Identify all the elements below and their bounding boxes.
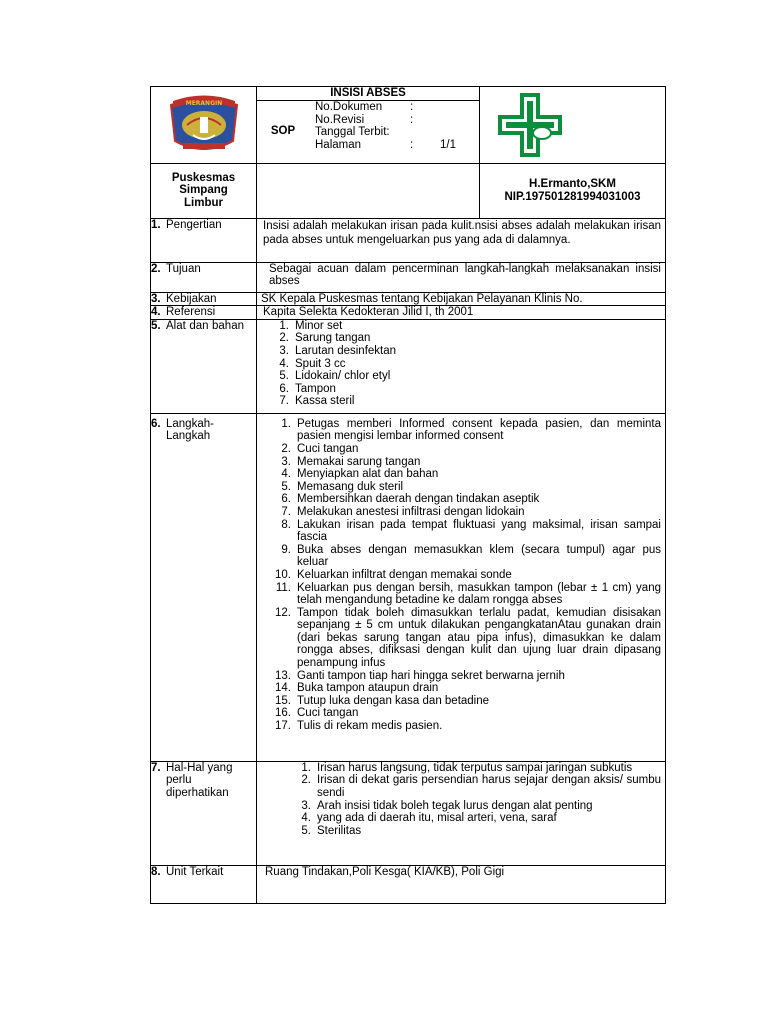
list-item <box>263 519 661 544</box>
list-item-number: 9. <box>281 543 291 556</box>
list-item-text: Membersihkan daerah dengan tindakan aseptik <box>297 493 540 506</box>
list-item-number: 11. <box>275 581 291 594</box>
list-item-number: 5. <box>281 480 291 493</box>
page-value: 1/1 <box>440 138 456 151</box>
revision-label: No.Revisi <box>315 113 365 126</box>
hal-list-cell <box>257 761 666 865</box>
list-item <box>263 544 661 569</box>
blank-cell <box>257 163 480 218</box>
list-item-text: Tutup luka dengan kasa dan betadine <box>297 694 490 707</box>
list-item-number: 8. <box>281 518 291 531</box>
langkah-list-cell <box>257 413 666 761</box>
list-item-text: Sterilitas <box>317 824 362 837</box>
list-item-text: Sarung tangan <box>295 332 371 345</box>
signer-nip: NIP.197501281994031003 <box>504 190 641 203</box>
list-item-text: Irisan harus langsung, tidak terputus sampai jaringan subkutis <box>317 761 633 774</box>
list-item-number: 2. <box>281 442 291 455</box>
pengertian-text: Insisi adalah melakukan irisan pada kulit.nsisi abses adalah melakukan irisan pada abses untuk mengeluarkan pus yang ada di dalamnya. <box>257 218 666 262</box>
row-label: Langkah- Langkah <box>166 417 214 443</box>
list-item <box>263 682 661 695</box>
list-item-text: Buka abses dengan memasukkan klem (secara tumpul) agar pus keluar <box>297 543 661 569</box>
list-item-number: 5. <box>279 370 289 383</box>
row-kebijakan: 3. Kebijakan SK Kepala Puskesmas tentang Kebijakan Pelayanan Klinis No. <box>151 292 666 306</box>
list-item-number: 2. <box>279 332 289 345</box>
list-item-text: Arah insisi tidak boleh tegak lurus dengan alat penting <box>317 799 593 812</box>
signer-name: H.Ermanto,SKM <box>529 178 616 190</box>
list-item-text: Memakai sarung tangan <box>297 455 421 468</box>
emblem-text: MERANGIN <box>185 100 222 107</box>
list-item <box>263 345 661 358</box>
list-item-text: Tampon <box>295 382 336 395</box>
list-item <box>263 370 661 383</box>
row-label: Pengertian <box>166 218 222 231</box>
list-item <box>263 320 661 333</box>
page-label: Halaman <box>315 138 362 151</box>
list-item-text: Tampon tidak boleh dimasukkan terlalu padat, kemudian disisakan sepanjang ± 5 cm untuk dilakukan pengangkatanAtau gunakan drain (dari bekas sarung tangan atau pipa infus), dimasukkan ke dalam rongga abses, difiksasi dengan kulit dan ujung luar drain dipasang penampung infus <box>297 606 661 670</box>
signature-block <box>480 163 666 218</box>
row-alat: 5. Alat dan bahan 1. Minor set 2. Sarung tangan 3. Larutan desinfektan 4. Spuit 3 cc 5. Lidokain/ chlor etyl 6. Tampon 7. Kassa steril <box>151 319 666 413</box>
list-item-text: yang ada di daerah itu, misal arteri, vena, saraf <box>317 812 557 825</box>
list-item-text: Ganti tampon tiap hari hingga sekret berwarna jernih <box>297 669 565 682</box>
list-item <box>263 468 661 481</box>
list-item-number: 17. <box>275 720 291 733</box>
list-item <box>263 481 661 494</box>
list-item <box>263 800 661 813</box>
list-item-number: 4. <box>279 357 289 370</box>
alat-list <box>263 320 661 408</box>
referensi-text: Kapita Selekta Kedokteran Jilid I, th 2001 <box>257 306 666 320</box>
list-item <box>263 358 661 371</box>
list-item-text: Melakukan anestesi infiltrasi dengan lidokain <box>297 505 525 518</box>
list-item <box>263 720 661 733</box>
list-item-number: 7. <box>279 395 289 408</box>
list-item <box>263 493 661 506</box>
list-item-text: Keluarkan pus dengan bersih, masukkan tampon (lebar ± 1 cm) yang telah mengandung betadine ke dalam rongga abses <box>297 581 661 607</box>
list-item <box>263 582 661 607</box>
list-item-text: Cuci tangan <box>297 707 359 720</box>
list-item <box>263 607 661 670</box>
row-label: Referensi <box>166 306 216 319</box>
left-logo-cell <box>151 87 257 164</box>
list-item <box>263 825 661 838</box>
list-item-text: Petugas memberi Informed consent kepada pasien, dan meminta pasien mengisi lembar informed consent <box>297 417 661 443</box>
right-logo-cell <box>480 87 666 164</box>
list-item-number: 6. <box>279 382 289 395</box>
list-item <box>263 670 661 683</box>
alat-list-cell <box>257 319 666 413</box>
sop-label: SOP <box>270 124 296 137</box>
unit-row <box>151 163 666 218</box>
list-item-number: 15. <box>275 694 291 707</box>
kebijakan-text: SK Kepala Puskesmas tentang Kebijakan Pelayanan Klinis No. <box>257 292 666 306</box>
list-item-number: 7. <box>281 505 291 518</box>
document-info: No.Dokumen : No.Revisi : Tanggal Terbit: Halaman : 1/1 <box>309 101 479 162</box>
list-item-text: Cuci tangan <box>297 442 359 455</box>
list-item-text: Keluarkan infiltrat dengan memakai sonde <box>297 568 512 581</box>
puskesmas-cross-icon <box>480 87 666 159</box>
list-item-number: 1. <box>301 761 311 774</box>
list-item-number: 5. <box>301 824 311 837</box>
list-item-text: Irisan di dekat garis persendian harus sejajar dengan aksis/ sumbu sendi <box>317 774 661 799</box>
list-item <box>263 383 661 396</box>
list-item-text: Menyiapkan alat dan bahan <box>297 468 439 481</box>
sop-document <box>150 86 665 904</box>
row-unit: 8. Unit Terkait Ruang Tindakan,Poli Kesga( KIA/KB), Poli Gigi <box>151 865 666 903</box>
list-item-text: Lakukan irisan pada tempat fluktuasi yang maksimal, irisan sampai fascia <box>297 518 661 544</box>
row-tujuan: 2. Tujuan Sebagai acuan dalam pencerminan langkah-langkah melaksanakan insisi abses <box>151 262 666 292</box>
list-item <box>263 395 661 408</box>
doc-number-label: No.Dokumen <box>315 101 383 113</box>
row-referensi: 4. Referensi Kapita Selekta Kedokteran Jilid I, th 2001 <box>151 306 666 320</box>
list-item-text: Minor set <box>295 319 343 332</box>
row-label: Unit Terkait <box>166 865 224 878</box>
unit-terkait-text: Ruang Tindakan,Poli Kesga( KIA/KB), Poli Gigi <box>257 865 666 903</box>
list-item-number: 13. <box>275 669 291 682</box>
list-item-number: 2. <box>301 774 311 787</box>
tujuan-text: Sebagai acuan dalam pencerminan langkah-langkah melaksanakan insisi abses <box>257 262 666 292</box>
row-label: Alat dan bahan <box>166 319 244 332</box>
list-item-number: 6. <box>281 493 291 506</box>
row-langkah: 6. Langkah- Langkah 1. Petugas memberi Informed consent kepada pasien, dan meminta pasien mengisi lembar informed consent 2. Cuci tangan 3. Memakai sarung tangan 4. Menyiapkan alat dan bahan 5. Memasang duk steril 6. Membersihkan daerah dengan tindakan aseptik 7. Melakukan anestesi infiltrasi dengan lidokain 8. Lakukan irisan pada tempat fluktuasi yang maksimal, irisan sampai fascia 9. Buka abses dengan memasukkan klem (secara tumpul) agar pus keluar 10. Keluarkan infiltrat dengan memakai sonde 11. Keluarkan pus dengan bersih, masukkan tampon (lebar ± 1 cm) yang telah mengandung betadine ke dalam rongga abses 12. Tampon tidak boleh dimasukkan terlalu padat, kemudian disisakan sepanjang ± 5 cm untuk dilakukan pengangkatanAtau gunakan drain (dari bekas sarung tangan atau pipa infus), dimasukkan ke dalam rongga abses, difiksasi dengan kulit dan ujung luar drain dipasang penampung infus 13. Ganti tampon tiap hari hingga sekret berwarna jernih 14. Buka tampon ataupun drain 15. Tutup luka dengan kasa dan betadine 16. Cuci tangan 17. Tulis di rekam medis pasien. <box>151 413 666 761</box>
list-item <box>263 762 661 775</box>
list-item-text: Kassa steril <box>295 395 355 408</box>
list-item-number: 14. <box>275 682 291 695</box>
list-item-number: 3. <box>301 799 311 812</box>
list-item <box>263 443 661 456</box>
hal-list <box>263 762 661 838</box>
list-item <box>263 456 661 469</box>
langkah-list <box>263 418 661 733</box>
unit-name: Puskesmas Simpang Limbur <box>151 163 257 218</box>
list-item-number: 16. <box>275 707 291 720</box>
list-item-number: 3. <box>281 455 291 468</box>
row-label: Kebijakan <box>166 292 217 305</box>
list-item <box>263 812 661 825</box>
list-item-text: Spuit 3 cc <box>295 357 346 370</box>
row-label: Hal-Hal yang perlu diperhatikan <box>166 761 233 799</box>
row-pengertian: 1. Pengertian Insisi adalah melakukan irisan pada kulit.nsisi abses adalah melakukan irisan pada abses untuk mengeluarkan pus yang ada di dalamnya. <box>151 218 666 262</box>
document-title: INSISI ABSES <box>257 87 479 101</box>
issue-date-label: Tanggal Terbit: <box>315 126 390 139</box>
row-label: Tujuan <box>166 262 201 275</box>
list-item-number: 1. <box>281 417 291 430</box>
list-item-number: 1. <box>279 319 289 332</box>
list-item-text: Memasang duk steril <box>297 480 404 493</box>
list-item <box>263 332 661 345</box>
list-item <box>263 695 661 708</box>
list-item <box>263 707 661 720</box>
list-item-text: Buka tampon ataupun drain <box>297 682 439 695</box>
list-item-number: 10. <box>275 568 291 581</box>
regency-emblem-icon <box>165 91 243 155</box>
list-item <box>263 506 661 519</box>
sop-table <box>150 86 666 904</box>
list-item <box>263 569 661 582</box>
title-cell <box>257 87 480 164</box>
list-item <box>263 774 661 799</box>
list-item-number: 4. <box>301 812 311 825</box>
list-item-number: 4. <box>281 468 291 481</box>
list-item-number: 12. <box>275 606 291 619</box>
list-item-number: 3. <box>279 344 289 357</box>
list-item <box>263 418 661 443</box>
row-hal: 7. Hal-Hal yang perlu diperhatikan 1. Irisan harus langsung, tidak terputus sampai jaringan subkutis 2. Irisan di dekat garis persendian harus sejajar dengan aksis/ sumbu sendi 3. Arah insisi tidak boleh tegak lurus dengan alat penting 4. yang ada di daerah itu, misal arteri, vena, saraf 5. Sterilitas <box>151 761 666 865</box>
list-item-text: Lidokain/ chlor etyl <box>295 370 391 383</box>
list-item-text: Tulis di rekam medis pasien. <box>297 720 443 733</box>
list-item-text: Larutan desinfektan <box>295 344 397 357</box>
header-row <box>151 87 666 164</box>
